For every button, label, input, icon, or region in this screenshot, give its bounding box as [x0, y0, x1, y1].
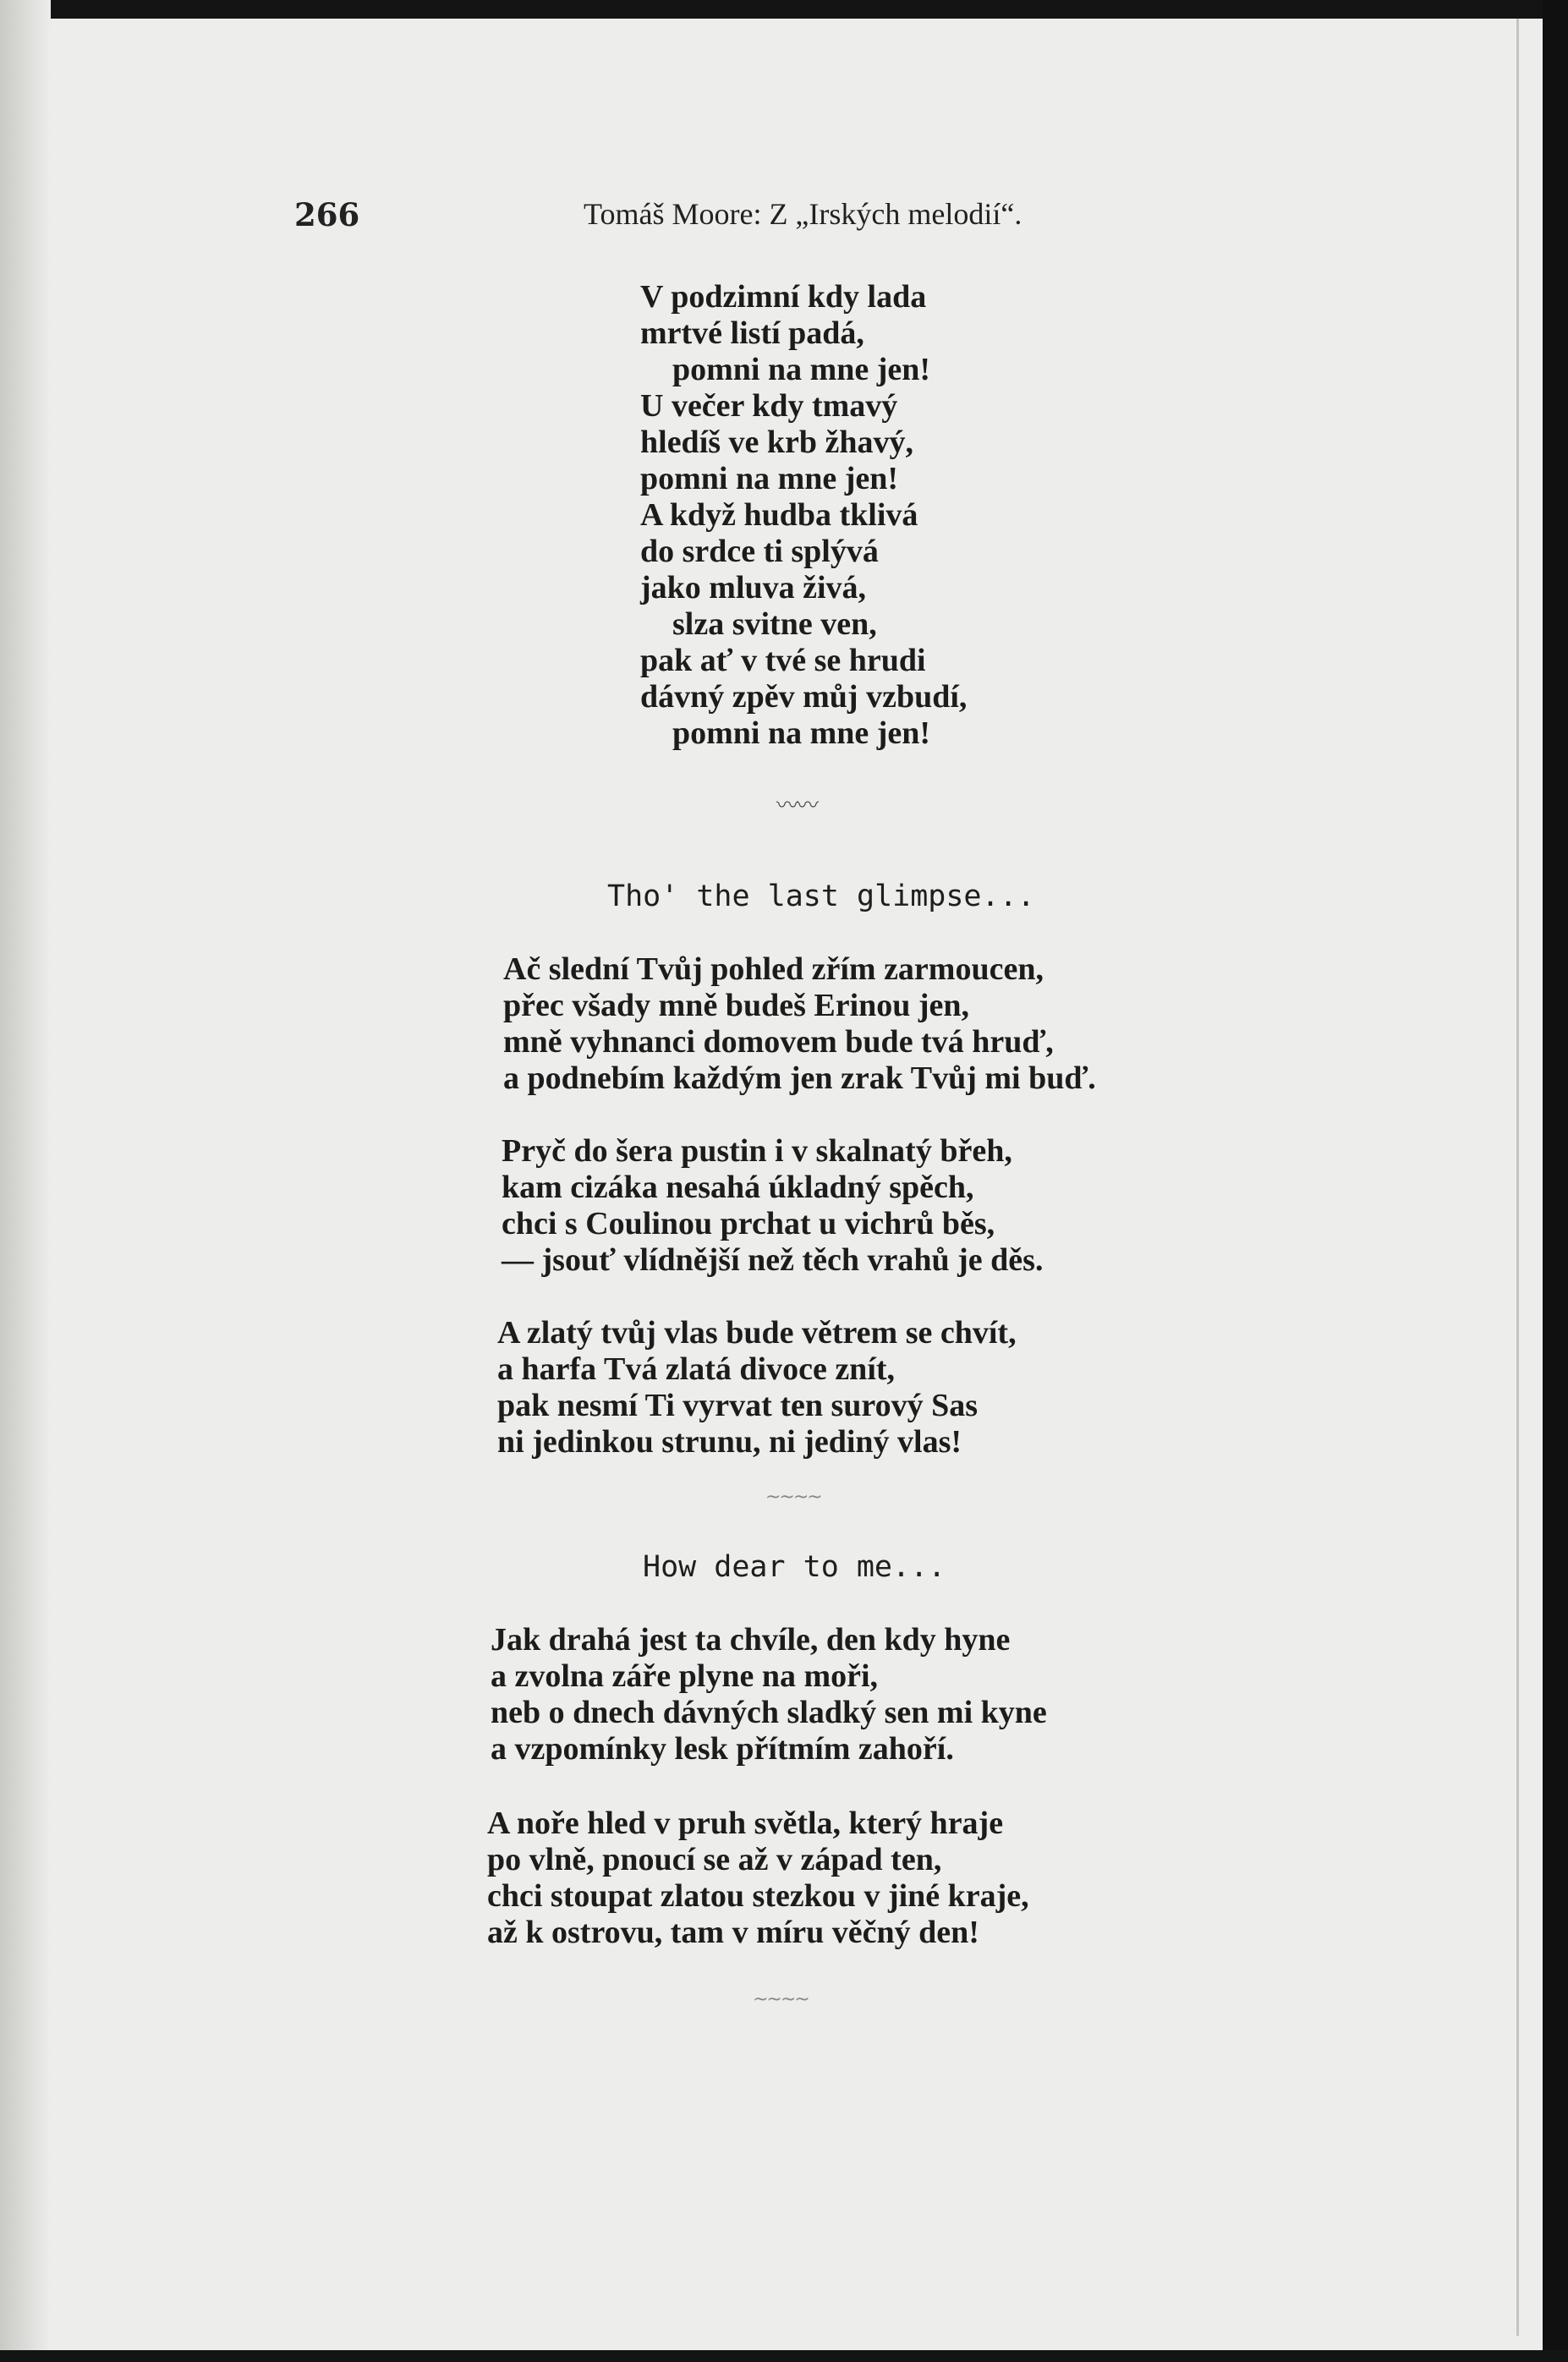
poem3-stanza-2	[487, 1806, 1029, 1951]
poem-line: pomni na mne jen!	[672, 352, 931, 387]
page-edge	[1516, 19, 1519, 2336]
page-number: 266	[294, 196, 360, 233]
poem-line: A když hudba tklivá	[640, 497, 918, 533]
poem-line: a vzpomínky lesk přítmím zahoří.	[491, 1731, 954, 1767]
poem2-stanza-3	[497, 1315, 1017, 1460]
poem-line: chci s Coulinou prchat u vichrů běs,	[502, 1206, 995, 1241]
poem2-title: Tho' the last glimpse...	[607, 880, 1035, 913]
poem-line: Pryč do šera pustin i v skalnatý břeh,	[502, 1133, 1012, 1169]
poem-line: a podnebím každým jen zrak Tvůj mi buď.	[503, 1060, 1096, 1096]
poem-line: dávný zpěv můj vzbudí,	[640, 679, 968, 715]
poem-line: U večer kdy tmavý	[640, 388, 898, 424]
scan-bottom-border	[0, 2350, 1568, 2362]
section-ornament: 〰〰	[776, 793, 818, 819]
poem2-stanza-2	[502, 1133, 1043, 1279]
poem-line: ni jedinkou strunu, ni jediný vlas!	[497, 1424, 962, 1460]
poem-line: Jak drahá jest ta chvíle, den kdy hyne	[491, 1622, 1011, 1658]
poem-line: Ač slední Tvůj pohled zřím zarmoucen,	[503, 951, 1044, 987]
poem-line: pak ať v tvé se hrudi	[640, 643, 926, 678]
poem-line: a harfa Tvá zlatá divoce znít,	[497, 1351, 896, 1387]
poem1-stanza	[640, 279, 967, 752]
poem-line: A zlatý tvůj vlas bude větrem se chvít,	[497, 1315, 1017, 1351]
poem-line: hledíš ve krb žhavý,	[640, 425, 914, 460]
poem-line: V podzimní kdy lada	[640, 279, 927, 315]
poem-line: do srdce ti splývá	[640, 534, 879, 569]
poem-line: mně vyhnanci domovem bude tvá hruď,	[503, 1024, 1054, 1060]
poem-line: chci stoupat zlatou stezkou v jiné kraje,	[487, 1878, 1029, 1914]
scan-right-border	[1543, 0, 1568, 2362]
poem-line: — jsouť vlídnější než těch vrahů je děs.	[502, 1242, 1044, 1278]
poem2-stanza-1	[503, 951, 1096, 1097]
section-ornament: ~~~~	[765, 1487, 821, 1508]
poem-line: kam cizáka nesahá úkladný spěch,	[502, 1170, 974, 1205]
poem3-title: How dear to me...	[643, 1550, 946, 1584]
poem-line: až k ostrovu, tam v míru věčný den!	[487, 1915, 979, 1950]
poem-line: mrtvé listí padá,	[640, 315, 864, 351]
poem-line: pak nesmí Ti vyrvat ten surový Sas	[497, 1388, 978, 1423]
poem-line: neb o dnech dávných sladký sen mi kyne	[491, 1695, 1047, 1730]
scan-top-border	[0, 0, 1568, 19]
poem-line: jako mluva živá,	[640, 570, 867, 606]
poem-line: slza svitne ven,	[672, 606, 877, 642]
poem-line: pomni na mne jen!	[640, 461, 899, 496]
section-ornament: ~~~~	[753, 1989, 809, 2010]
running-head: Tomáš Moore: Z „Irských melodií“.	[584, 197, 1022, 231]
poem-line: přec všady mně budeš Erinou jen,	[503, 988, 970, 1023]
poem-line: A noře hled v pruh světla, který hraje	[487, 1806, 1004, 1841]
poem-line: a zvolna záře plyne na moři,	[491, 1658, 879, 1694]
poem-line: po vlně, pnoucí se až v západ ten,	[487, 1842, 942, 1877]
poem-line: pomni na mne jen!	[672, 715, 931, 751]
scan-left-shadow	[0, 0, 51, 2362]
poem3-stanza-1	[491, 1622, 1047, 1767]
